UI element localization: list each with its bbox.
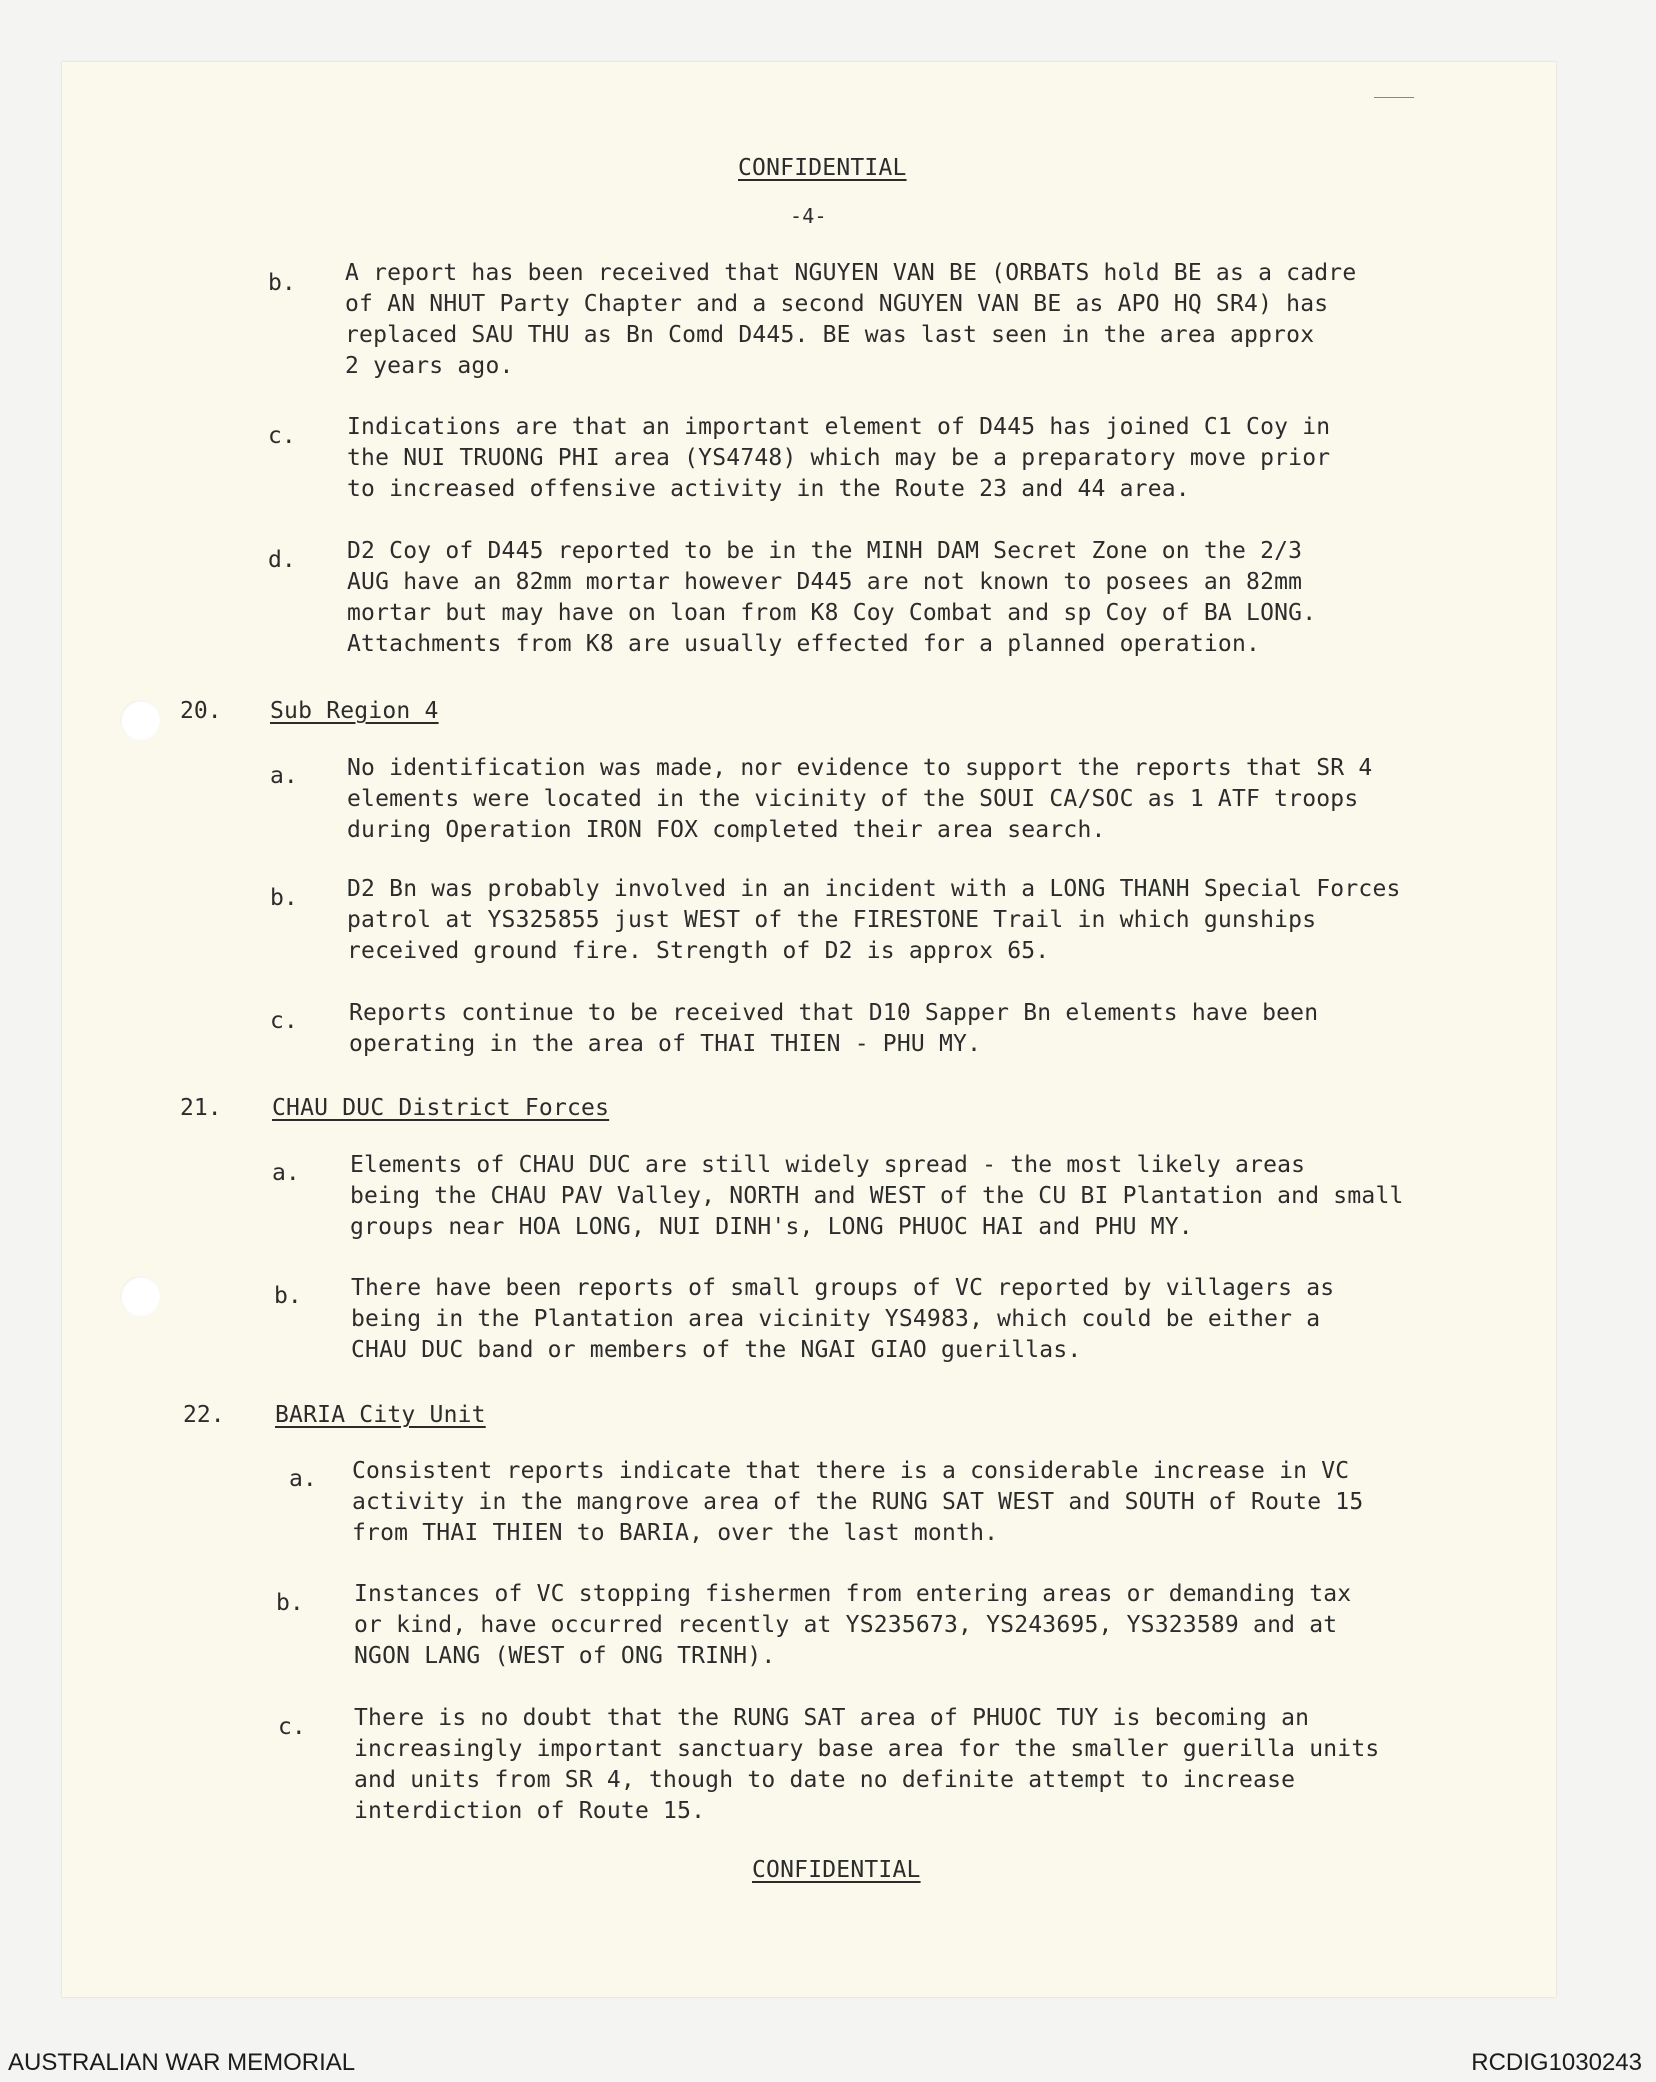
item-text (351, 1273, 1334, 1366)
item-text (354, 1579, 1351, 1672)
item-text (347, 753, 1372, 846)
item-line: Elements of CHAU DUC are still widely spread - the most likely areas (350, 1152, 1306, 1178)
item-letter: a. (289, 1466, 317, 1492)
item-line: Reports continue to be received that D10 Sapper Bn elements have been (349, 1000, 1319, 1026)
item-text (354, 1703, 1379, 1827)
item-line: or kind, have occurred recently at YS235673, YS243695, YS323589 and at (354, 1612, 1338, 1638)
paragraph-line: A report has been received that NGUYEN VAN BE (ORBATS hold BE as a cadre (345, 260, 1357, 286)
paragraph-line: Attachments from K8 are usually effected for a planned operation. (347, 631, 1261, 657)
section-title: BARIA City Unit (275, 1402, 486, 1428)
item-line: There is no doubt that the RUNG SAT area of PHUOC TUY is becoming an (354, 1705, 1310, 1731)
item-text (349, 998, 1318, 1060)
item-line: No identification was made, nor evidence to support the reports that SR 4 (347, 755, 1373, 781)
item-line: interdiction of Route 15. (354, 1798, 706, 1824)
item-letter: a. (270, 763, 298, 789)
archive-label-left: AUSTRALIAN WAR MEMORIAL (8, 2049, 356, 2076)
paragraph-line: 2 years ago. (345, 353, 514, 379)
paragraph-line: replaced SAU THU as Bn Comd D445. BE was last seen in the area approx (345, 322, 1315, 348)
punch-hole-top (120, 700, 160, 740)
section-title: Sub Region 4 (270, 698, 439, 724)
paragraph-line: the NUI TRUONG PHI area (YS4748) which may be a preparatory move prior (347, 445, 1331, 471)
paragraph-line: mortar but may have on loan from K8 Coy Combat and sp Coy of BA LONG. (347, 600, 1317, 626)
paragraph-line: Indications are that an important element of D445 has joined C1 Coy in (347, 414, 1331, 440)
item-line: Consistent reports indicate that there is a considerable increase in VC (352, 1458, 1350, 1484)
item-line: CHAU DUC band or members of the NGAI GIAO guerillas. (351, 1337, 1082, 1363)
item-line: operating in the area of THAI THIEN - PHU MY. (349, 1031, 982, 1057)
item-text (352, 1456, 1363, 1549)
item-letter: b. (274, 1283, 302, 1309)
item-letter: b. (276, 1590, 304, 1616)
item-letter: c. (270, 1008, 298, 1034)
section-number: 22. (183, 1402, 225, 1428)
item-line: from THAI THIEN to BARIA, over the last month. (352, 1520, 999, 1546)
section-number: 21. (180, 1095, 222, 1121)
item-line: increasingly important sanctuary base area for the smaller guerilla units (354, 1736, 1380, 1762)
item-text (350, 1150, 1404, 1243)
item-line: activity in the mangrove area of the RUNG SAT WEST and SOUTH of Route 15 (352, 1489, 1364, 1515)
item-line: elements were located in the vicinity of the SOUI CA/SOC as 1 ATF troops (347, 786, 1359, 812)
paragraph-letter: b. (268, 270, 296, 296)
item-line: D2 Bn was probably involved in an incident with a LONG THANH Special Forces (347, 876, 1401, 902)
item-letter: a. (272, 1160, 300, 1186)
item-text (347, 874, 1401, 967)
punch-hole-bottom (120, 1276, 160, 1316)
page-number: -4- (790, 204, 827, 228)
item-letter: b. (270, 885, 298, 911)
item-line: patrol at YS325855 just WEST of the FIRESTONE Trail in which gunships (347, 907, 1317, 933)
paragraph-line: to increased offensive activity in the Route 23 and 44 area. (347, 476, 1190, 502)
item-line: NGON LANG (WEST of ONG TRINH). (354, 1643, 776, 1669)
paragraph-text (345, 258, 1356, 382)
paragraph-letter: c. (268, 423, 296, 449)
item-line: There have been reports of small groups of VC reported by villagers as (351, 1275, 1335, 1301)
header-classification: CONFIDENTIAL (738, 155, 907, 181)
item-line: groups near HOA LONG, NUI DINH's, LONG PHUOC HAI and PHU MY. (350, 1214, 1193, 1240)
footer-classification: CONFIDENTIAL (752, 1857, 921, 1883)
item-line: received ground fire. Strength of D2 is approx 65. (347, 938, 1050, 964)
item-line: being the CHAU PAV Valley, NORTH and WEST of the CU BI Plantation and small (350, 1183, 1404, 1209)
item-letter: c. (278, 1714, 306, 1740)
archive-id-right: RCDIG1030243 (1471, 2049, 1642, 2076)
item-line: being in the Plantation area vicinity YS4983, which could be either a (351, 1306, 1321, 1332)
pencil-mark (1374, 97, 1414, 98)
item-line: and units from SR 4, though to date no definite attempt to increase (354, 1767, 1296, 1793)
paragraph-text (347, 412, 1330, 505)
paragraph-line: AUG have an 82mm mortar however D445 are not known to posees an 82mm (347, 569, 1303, 595)
paragraph-letter: d. (268, 547, 296, 573)
section-number: 20. (180, 698, 222, 724)
item-line: during Operation IRON FOX completed their area search. (347, 817, 1106, 843)
paragraph-line: of AN NHUT Party Chapter and a second NGUYEN VAN BE as APO HQ SR4) has (345, 291, 1329, 317)
section-title: CHAU DUC District Forces (272, 1095, 610, 1121)
item-line: Instances of VC stopping fishermen from entering areas or demanding tax (354, 1581, 1352, 1607)
paragraph-line: D2 Coy of D445 reported to be in the MINH DAM Secret Zone on the 2/3 (347, 538, 1303, 564)
paragraph-text (347, 536, 1316, 660)
